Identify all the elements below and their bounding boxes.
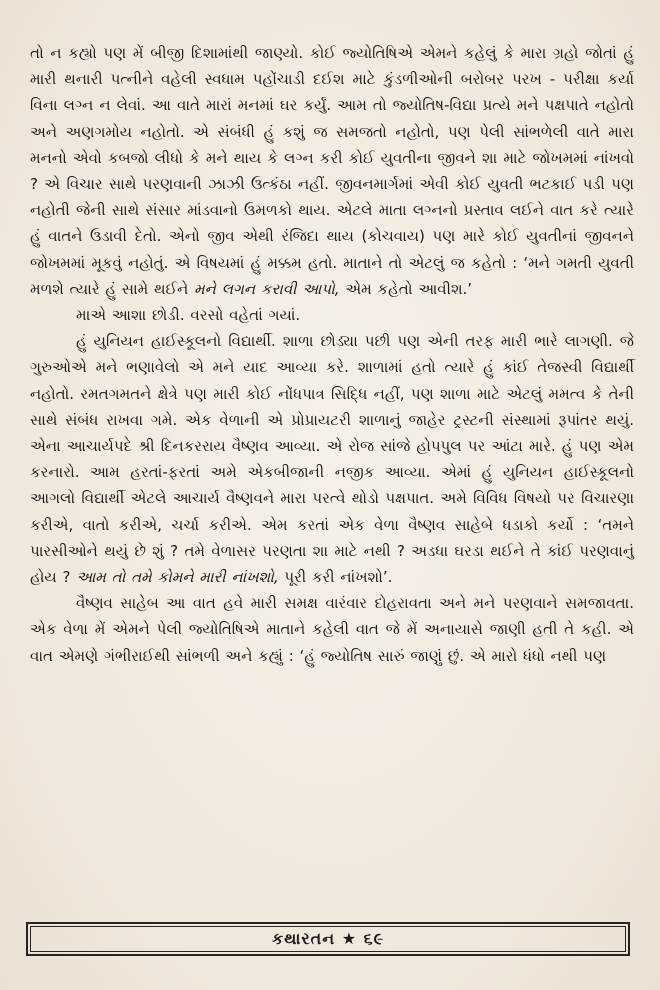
text-run-italic: મને લગન કરાવી આપો, [194, 279, 340, 298]
text-run: પૂરી કરી નાંખશો’. [278, 568, 393, 587]
body-text [30, 40, 634, 669]
paragraph-1 [30, 40, 634, 302]
text-run: તો ન કહ્યો પણ મેં બીજી દિશામાંથી જાણ્યો. કોઈ જ્યોતિષિએ એમને કહેલું કે મારા ગ્રહો જોતાં હું મારી થનારી પત્નીને વહેલી સ્વધામ પહોંચાડી દઈશ માટે કુંડળીઓની બરોબર પરખ - પરીક્ષા કર્યા વિના લગ્ન ન લેવાં. આ વાતે મારાં મનમાં ઘર કર્યું. આમ તો જ્યોતિષ-વિદ્યા પ્રત્યે મને પક્ષપાતે નહોતો અને અણગમોય નહોતો. એ સંબંધી હું કશું જ સમજતો નહોતો, પણ પેલી સાંભળેલી વાતે મારા મનનો એવો કબજો લીધો કે મને થાય કે લગ્ન કરી કોઈ યુવતીના જીવને શા માટે જોખમમાં નાંખવો ? એ વિચાર સાથે પરણવાની ઝાઝી ઉત્કંઠા નહીં. જીવનમાર્ગમાં એવી કોઈ યુવતી ભટકાઈ પડી પણ નહોતી જેની સાથે સંસાર માંડવાનો ઉમળકો થાય. એટલે માતા લગ્નનો પ્રસ્તાવ લઈને વાત કરે ત્યારે હું વાતને ઉડાવી દેતો. એનો જીવ એથી રંજિદા થાય (કોચવાય) પણ મારે કોઈ યુવતીનાં જીવનને જોખમમાં મૂકવું નહોતું. એ વિષયમાં હું મક્કમ હતો. માતાને તો એટલું જ કહેતો : ‘મને ગમતી યુવતી મળશે ત્યારે હું સામે થઈને [30, 44, 634, 298]
text-run: એમ કહેતો આવીશ.’ [339, 279, 473, 298]
paragraph-4 [30, 590, 634, 669]
page-footer [26, 922, 630, 956]
text-run: હું યુનિયન હાઈસ્કૂલનો વિદ્યાર્થી. શાળા છોડ્યા પછી પણ એની તરફ મારી ભારે લાગણી. જે ગુરુઓએ મને ભણાવેલો એ મને યાદ આવ્યા કરે. શાળામાં હતો ત્યારે હું કાંઈ તેજસ્વી વિદ્યાર્થી નહોતો. રમતગમતને ક્ષેત્રે પણ મારી કોઈ નોંધપાત્ર સિદ્ધિ નહીં, પણ શાળા માટે એટલું મમત્વ કે તેની સાથે સંબંધ રાખવા ગમે. એક વેળાની એ પ્રોપ્રાયટરી શાળાનું જાહેર ટ્રસ્ટની સંસ્થામાં રૂપાંતર થયું. એના આચાર્યપદે શ્રી દિનકરરાય વૈષ્ણવ આવ્યા. એ રોજ સાંજે હોપપુલ પર આંટા મારે. હું પણ એમ કરનારો. આમ હરતાં-ફરતાં અમે એકબીજાની નજીક આવ્યા. એમાં હું યુનિયન હાઈસ્કૂલનો આગલો વિદ્યાર્થી એટલે આચાર્ય વૈષ્ણવને મારા પરત્વે થોડો પક્ષપાત. અમે વિવિધ વિષયો પર વિચારણા કરીએ, વાતો કરીએ, ચર્ચા કરીએ. એમ કરતાં એક વેળા વૈષ્ણવ સાહેબે ધડાકો કર્યો : ‘તમને પારસીઓને થયું છે શું ? તમે વેળાસર પરણતા શા માટે નથી ? અડધા ઘરડા થઈને તે કાંઈ પરણવાનું હોય ? [30, 332, 634, 587]
text-run-italic: આમ તો તમે કોમને મારી નાંખશો, [76, 568, 279, 587]
footer-title-page-number: કથારતન ★ ૬૯ [271, 929, 385, 948]
paragraph-2 [30, 302, 634, 328]
paragraph-3 [30, 328, 634, 590]
text-run: વૈષ્ણવ સાહેબ આ વાત હવે મારી સમક્ષ વારંવાર દોહરાવતા અને મને પરણવાને સમજાવતા. એક વેળા મેં એમને પેલી જ્યોતિષિએ માતાને કહેલી વાત જે મેં અનાયાસે જાણી હતી તે કહી. એ વાત એમણે ગંભીરાઈથી સાંભળી અને કહ્યું : ‘હું જ્યોતિષ સારું જાણું છું. એ મારો ધંધો નથી પણ [30, 594, 634, 665]
text-run: માએ આશા છોડી. વરસો વહેતાં ગયાં. [76, 306, 301, 325]
